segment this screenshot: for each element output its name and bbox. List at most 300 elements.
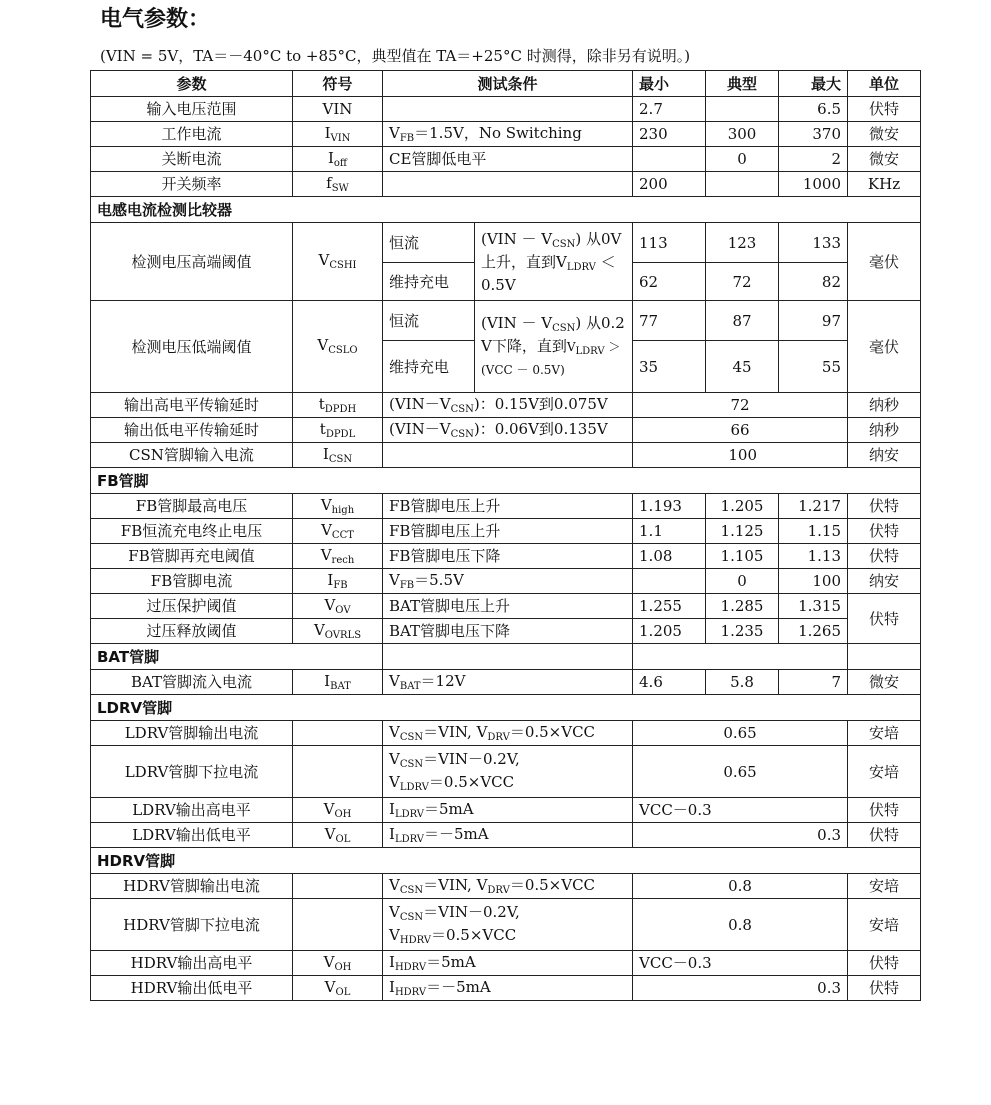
symbol-main: V <box>324 595 336 614</box>
cond-main: V <box>389 671 400 690</box>
param-name: HDRV输出低电平 <box>91 976 293 1001</box>
mode-label: 恒流 <box>383 223 475 263</box>
cond-main: V <box>389 123 400 142</box>
param-typ: 0.65 <box>633 721 848 746</box>
table-row <box>91 798 921 823</box>
table-row <box>91 746 921 798</box>
symbol-main: I <box>324 671 331 690</box>
table-row <box>91 721 921 746</box>
param-name: LDRV输出高电平 <box>91 798 293 823</box>
symbol-main: V <box>317 336 329 354</box>
param-min: 35 <box>633 341 706 393</box>
mode-label: 恒流 <box>383 301 475 341</box>
param-min: 113 <box>633 223 706 263</box>
symbol-sub: VIN <box>330 132 351 144</box>
param-symbol: VIN <box>293 97 383 122</box>
cond-c-sub: LDRV <box>575 346 605 357</box>
electrical-parameters-table <box>90 70 921 1001</box>
cond-1: V <box>389 749 400 768</box>
cond-b-sub: LDRV <box>566 261 596 273</box>
cond-3-sub: LDRV <box>399 781 429 793</box>
param-typ: 1.285 <box>706 594 779 619</box>
cond-b: ) 从0.2V下降，直到 <box>481 314 625 355</box>
empty-cell <box>633 644 848 670</box>
param-name: FB管脚电流 <box>91 569 293 594</box>
param-typ: 1.235 <box>706 619 779 644</box>
param-min: 1.205 <box>633 619 706 644</box>
param-unit: 毫伏 <box>848 301 921 393</box>
symbol-sub: SW <box>331 182 349 194</box>
cond-rest: ＝5mA <box>424 799 474 818</box>
cond-sub: CSN <box>450 403 474 415</box>
param-symbol <box>293 418 383 443</box>
param-unit: 纳秒 <box>848 418 921 443</box>
symbol-main: f <box>326 173 332 192</box>
param-unit: 伏特 <box>848 951 921 976</box>
param-condition <box>475 223 633 301</box>
cond-4: ＝0.5×VCC <box>430 925 517 944</box>
param-typ: 123 <box>706 223 779 263</box>
param-unit: 微安 <box>848 147 921 172</box>
symbol-sub: FB <box>333 579 348 591</box>
cond-1-sub: CSN <box>399 884 424 896</box>
param-min <box>633 569 706 594</box>
header-max: 最大 <box>779 71 848 97</box>
header-test: 测试条件 <box>383 71 633 97</box>
cond-sub: LDRV <box>394 808 424 820</box>
param-condition <box>383 976 633 1001</box>
param-name: 工作电流 <box>91 122 293 147</box>
table-row <box>91 670 921 695</box>
param-name: LDRV管脚输出电流 <box>91 721 293 746</box>
symbol-sub: OV <box>335 604 351 616</box>
param-condition <box>383 569 633 594</box>
cond-rest: ＝5mA <box>426 952 476 971</box>
cond-2: ＝VIN, V <box>423 875 488 894</box>
param-min: 1.193 <box>633 494 706 519</box>
param-symbol <box>293 569 383 594</box>
param-unit: 伏特 <box>848 594 921 644</box>
table-row <box>91 147 921 172</box>
param-unit: 微安 <box>848 670 921 695</box>
symbol-sub: OL <box>335 833 351 845</box>
param-symbol <box>293 798 383 823</box>
symbol-main: V <box>324 977 336 996</box>
param-typ: 72 <box>706 263 779 301</box>
param-symbol <box>293 670 383 695</box>
param-condition <box>383 798 633 823</box>
param-unit: 伏特 <box>848 494 921 519</box>
param-name: LDRV管脚下拉电流 <box>91 746 293 798</box>
symbol-main: V <box>321 520 332 539</box>
cond-1-sub: CSN <box>399 758 424 770</box>
cond-sub: HDRV <box>394 986 427 998</box>
cond-main: I <box>389 799 395 818</box>
param-min: 230 <box>633 122 706 147</box>
param-min: 62 <box>633 263 706 301</box>
param-typ: 1.105 <box>706 544 779 569</box>
symbol-main: V <box>323 799 335 818</box>
param-symbol <box>293 721 383 746</box>
table-row <box>91 619 921 644</box>
cond-sub: HDRV <box>394 961 427 973</box>
param-condition <box>383 951 633 976</box>
param-min: 1.08 <box>633 544 706 569</box>
symbol-sub: DPDH <box>324 403 357 415</box>
param-condition: BAT管脚电压下降 <box>383 619 633 644</box>
param-typ: 0.65 <box>633 746 848 798</box>
param-name: FB管脚最高电压 <box>91 494 293 519</box>
section-title: FB管脚 <box>91 468 921 494</box>
symbol-sub: high <box>331 504 355 516</box>
empty-cell <box>848 644 921 670</box>
param-unit: KHz <box>848 172 921 197</box>
param-name: FB恒流充电终止电压 <box>91 519 293 544</box>
param-name: 开关频率 <box>91 172 293 197</box>
param-typ: 1.205 <box>706 494 779 519</box>
param-max: 133 <box>779 223 848 263</box>
empty-cell <box>383 644 633 670</box>
param-unit: 安培 <box>848 721 921 746</box>
cond-1-sub: CSN <box>399 911 424 923</box>
symbol-sub: CSLO <box>328 345 358 356</box>
param-condition <box>383 899 633 951</box>
cond-rest: ＝－5mA <box>426 977 491 996</box>
param-symbol <box>293 494 383 519</box>
param-condition: CE管脚低电平 <box>383 147 633 172</box>
cond-c: ＜0.5V <box>481 252 616 294</box>
param-min: VCC－0.3 <box>633 798 848 823</box>
param-min: 4.6 <box>633 670 706 695</box>
cond-3: ＝0.5×VCC <box>509 875 596 894</box>
param-unit: 伏特 <box>848 798 921 823</box>
param-max: 1.15 <box>779 519 848 544</box>
param-unit: 纳安 <box>848 569 921 594</box>
cond-rest: ＝5.5V <box>414 570 464 589</box>
cond-2: ＝VIN－0.2V, <box>423 749 520 768</box>
param-max: 1000 <box>779 172 848 197</box>
symbol-main: t <box>319 419 326 438</box>
section-row <box>91 644 921 670</box>
param-condition <box>383 874 633 899</box>
param-min: 1.255 <box>633 594 706 619</box>
table-row <box>91 594 921 619</box>
param-max: 1.315 <box>779 594 848 619</box>
cond-1: V <box>389 722 400 741</box>
param-symbol <box>293 976 383 1001</box>
symbol-main: V <box>323 952 335 971</box>
symbol-sub: CSN <box>328 453 353 465</box>
param-condition <box>383 97 633 122</box>
param-typ: 0 <box>706 147 779 172</box>
table-row <box>91 519 921 544</box>
cond-2-sub: DRV <box>487 731 510 743</box>
param-typ <box>706 172 779 197</box>
param-typ: 66 <box>633 418 848 443</box>
param-name: 过压释放阈值 <box>91 619 293 644</box>
section-row <box>91 695 921 721</box>
cond-rest: ＝－5mA <box>424 824 489 843</box>
table-row <box>91 544 921 569</box>
cond-main: V <box>389 570 400 589</box>
symbol-main: V <box>318 251 330 269</box>
param-symbol <box>293 746 383 798</box>
table-row <box>91 393 921 418</box>
symbol-sub: off <box>333 157 348 169</box>
cond-2-sub: DRV <box>487 884 510 896</box>
param-condition: FB管脚电压上升 <box>383 494 633 519</box>
param-symbol <box>293 122 383 147</box>
section-row <box>91 197 921 223</box>
param-condition <box>383 670 633 695</box>
param-max: 6.5 <box>779 97 848 122</box>
param-unit: 安培 <box>848 746 921 798</box>
param-name: CSN管脚输入电流 <box>91 443 293 468</box>
table-row <box>91 494 921 519</box>
cond-sub: FB <box>399 132 415 144</box>
table-row <box>91 443 921 468</box>
cond-a-sub: CSN <box>552 238 576 250</box>
table-row <box>91 569 921 594</box>
cond-sub: CSN <box>450 428 474 440</box>
param-unit: 伏特 <box>848 97 921 122</box>
param-typ: 5.8 <box>706 670 779 695</box>
param-symbol <box>293 223 383 301</box>
param-name: 输入电压范围 <box>91 97 293 122</box>
header-unit: 单位 <box>848 71 921 97</box>
cond-rest: ＝1.5V，No Switching <box>414 123 582 142</box>
header-typ: 典型 <box>706 71 779 97</box>
param-max: 82 <box>779 263 848 301</box>
param-condition <box>383 393 633 418</box>
param-symbol <box>293 393 383 418</box>
symbol-main: V <box>320 545 332 564</box>
param-name: 关断电流 <box>91 147 293 172</box>
param-max: 7 <box>779 670 848 695</box>
param-name: 输出高电平传输延时 <box>91 393 293 418</box>
param-symbol <box>293 519 383 544</box>
param-typ <box>706 97 779 122</box>
param-name: FB管脚再充电阈值 <box>91 544 293 569</box>
cond-a-sub: CSN <box>552 323 576 334</box>
cond-sub: LDRV <box>394 833 424 845</box>
cond-4: ＝0.5×VCC <box>428 772 515 791</box>
header-min: 最小 <box>633 71 706 97</box>
cond-2: ＝VIN, V <box>423 722 488 741</box>
param-typ: 72 <box>633 393 848 418</box>
param-name: 检测电压低端阈值 <box>91 301 293 393</box>
param-condition <box>383 746 633 798</box>
param-typ: 1.125 <box>706 519 779 544</box>
cond-line-1 <box>389 749 626 772</box>
param-symbol <box>293 301 383 393</box>
param-symbol <box>293 594 383 619</box>
cond-c-main: V <box>566 340 576 354</box>
param-condition <box>383 721 633 746</box>
cond-a: (VIN － V <box>481 314 553 332</box>
param-max: 1.265 <box>779 619 848 644</box>
cond-sub: BAT <box>399 680 421 692</box>
table-row <box>91 122 921 147</box>
param-max: 2 <box>779 147 848 172</box>
symbol-sub: CCT <box>331 529 354 541</box>
page-title: 电气参数： <box>100 7 211 32</box>
cond-3: V <box>389 925 400 944</box>
cond-b: )：0.15V到0.075V <box>473 394 608 413</box>
cond-main: I <box>389 977 395 996</box>
param-min: 77 <box>633 301 706 341</box>
param-min: 200 <box>633 172 706 197</box>
table-row <box>91 97 921 122</box>
symbol-main: V <box>324 824 336 843</box>
table-row <box>91 823 921 848</box>
param-max: 370 <box>779 122 848 147</box>
cond-main: I <box>389 952 395 971</box>
param-condition: BAT管脚电压上升 <box>383 594 633 619</box>
param-name: LDRV输出低电平 <box>91 823 293 848</box>
symbol-sub: OH <box>334 808 352 820</box>
cond-1: V <box>389 875 400 894</box>
param-unit: 微安 <box>848 122 921 147</box>
param-max: 1.217 <box>779 494 848 519</box>
param-name: HDRV管脚输出电流 <box>91 874 293 899</box>
symbol-main: V <box>313 620 325 639</box>
table-row <box>91 976 921 1001</box>
table-row <box>91 223 921 263</box>
param-unit: 纳安 <box>848 443 921 468</box>
table-row <box>91 301 921 341</box>
param-symbol <box>293 874 383 899</box>
param-typ: 0 <box>706 569 779 594</box>
param-condition: FB管脚电压上升 <box>383 519 633 544</box>
table-row <box>91 899 921 951</box>
param-unit: 伏特 <box>848 976 921 1001</box>
param-name: HDRV管脚下拉电流 <box>91 899 293 951</box>
param-max: 55 <box>779 341 848 393</box>
param-name: 检测电压高端阈值 <box>91 223 293 301</box>
symbol-main: I <box>322 444 329 463</box>
param-symbol <box>293 619 383 644</box>
section-title: BAT管脚 <box>91 644 383 670</box>
param-max: 100 <box>633 443 848 468</box>
param-unit: 伏特 <box>848 544 921 569</box>
table-row <box>91 418 921 443</box>
symbol-sub: OH <box>334 961 352 973</box>
symbol-main: I <box>324 123 331 142</box>
cond-main: I <box>389 824 395 843</box>
param-unit: 毫伏 <box>848 223 921 301</box>
cond-3-sub: HDRV <box>399 934 431 946</box>
param-condition <box>383 418 633 443</box>
cond-line-1 <box>389 902 626 925</box>
symbol-main: I <box>327 148 334 167</box>
param-symbol <box>293 443 383 468</box>
cond-line-2 <box>389 925 626 948</box>
param-min <box>633 147 706 172</box>
test-conditions-note: (VIN = 5V，TA＝－40°C to +85°C，典型值在 TA＝+25°C 时测得，除非另有说明。) <box>100 47 691 65</box>
param-condition <box>383 122 633 147</box>
param-unit: 伏特 <box>848 823 921 848</box>
param-symbol <box>293 823 383 848</box>
table-header-row <box>91 71 921 97</box>
param-max: 0.3 <box>633 976 848 1001</box>
cond-a: (VIN－V <box>389 419 451 438</box>
cond-1: V <box>389 902 400 921</box>
param-unit: 安培 <box>848 899 921 951</box>
symbol-sub: rech <box>331 554 355 566</box>
param-typ: 45 <box>706 341 779 393</box>
symbol-sub: DPDL <box>325 428 356 440</box>
cond-3: ＝0.5×VCC <box>509 722 596 741</box>
param-max: 97 <box>779 301 848 341</box>
header-param: 参数 <box>91 71 293 97</box>
cond-sub: FB <box>399 579 415 591</box>
param-typ: 300 <box>706 122 779 147</box>
symbol-sub: BAT <box>330 680 351 692</box>
symbol-sub: CSHI <box>329 260 357 271</box>
symbol-sub: OL <box>335 986 351 998</box>
param-min: 1.1 <box>633 519 706 544</box>
symbol-main: V <box>320 495 332 514</box>
section-row <box>91 468 921 494</box>
param-typ: 0.8 <box>633 874 848 899</box>
section-title: 电感电流检测比较器 <box>91 197 921 223</box>
cond-b: )：0.06V到0.135V <box>473 419 608 438</box>
symbol-main: I <box>327 570 334 589</box>
param-condition: FB管脚电压下降 <box>383 544 633 569</box>
mode-label: 维持充电 <box>383 341 475 393</box>
section-row <box>91 848 921 874</box>
param-name: 输出低电平传输延时 <box>91 418 293 443</box>
cond-3: V <box>389 772 400 791</box>
param-unit: 纳秒 <box>848 393 921 418</box>
param-name: HDRV输出高电平 <box>91 951 293 976</box>
param-symbol <box>293 899 383 951</box>
cond-c-rest: ＞ (VCC － 0.5V) <box>481 340 621 377</box>
param-typ: 87 <box>706 301 779 341</box>
param-symbol <box>293 147 383 172</box>
cond-2: ＝VIN－0.2V, <box>423 902 520 921</box>
cond-1-sub: CSN <box>399 731 424 743</box>
mode-label: 维持充电 <box>383 263 475 301</box>
param-condition <box>383 172 633 197</box>
param-typ: 0.8 <box>633 899 848 951</box>
symbol-main: t <box>318 394 325 413</box>
param-condition <box>475 301 633 393</box>
param-symbol <box>293 544 383 569</box>
param-max: 100 <box>779 569 848 594</box>
param-condition <box>383 823 633 848</box>
table-row <box>91 874 921 899</box>
param-unit: 安培 <box>848 874 921 899</box>
param-min: VCC－0.3 <box>633 951 848 976</box>
param-max: 1.13 <box>779 544 848 569</box>
cond-rest: ＝12V <box>420 671 466 690</box>
param-symbol <box>293 172 383 197</box>
table-row <box>91 172 921 197</box>
param-name: BAT管脚流入电流 <box>91 670 293 695</box>
cond-b: ) 从0V上升，直到V <box>481 229 622 271</box>
cond-a: (VIN － V <box>481 229 553 248</box>
table-row <box>91 951 921 976</box>
param-symbol <box>293 951 383 976</box>
cond-a: (VIN－V <box>389 394 451 413</box>
section-title: LDRV管脚 <box>91 695 921 721</box>
section-title: HDRV管脚 <box>91 848 921 874</box>
param-max: 0.3 <box>633 823 848 848</box>
symbol-sub: OVRLS <box>324 629 362 641</box>
param-unit: 伏特 <box>848 519 921 544</box>
